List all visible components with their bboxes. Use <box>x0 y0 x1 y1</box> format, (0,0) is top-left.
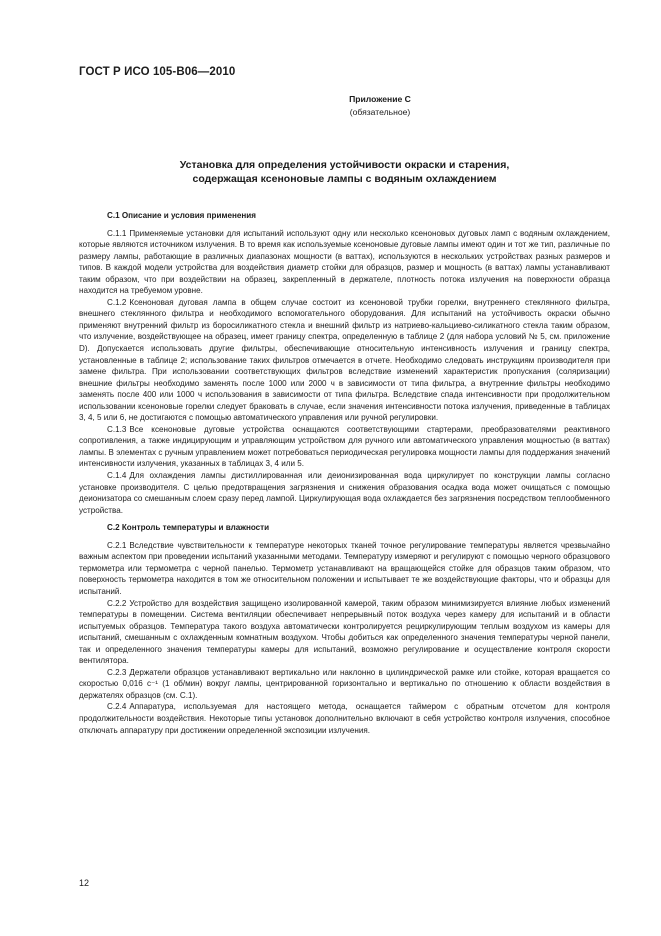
paragraph-c1-3 <box>79 424 610 470</box>
paragraph-c2-3 <box>79 667 610 702</box>
document-code: ГОСТ Р ИСО 105-В06—2010 <box>79 66 236 78</box>
appendix-status: (обязательное) <box>349 107 411 117</box>
paragraph-text: Для охлаждения лампы дистиллированная или деионизированная вода циркулирует по конструкции лампы согласно установке производителя. С целью предотвращения загрязнения и снижения образования осадка вода может очищаться с помощью деионизатора со смешанным слоем сразу перед лампой. Циркулирующая вода охлаждается без загрязнения посредством теплообменного устройства. <box>79 471 610 515</box>
section-c2-heading: С.2 Контроль температуры и влажности <box>107 523 270 533</box>
page-number: 12 <box>79 878 90 888</box>
paragraph-number: С.1.1 <box>107 228 127 238</box>
appendix-label <box>300 93 460 119</box>
paragraph-number: С.2.4 <box>107 702 127 712</box>
paragraph-c2-2 <box>79 598 610 667</box>
paragraph-number: С.2.2 <box>107 598 127 608</box>
section-c1-heading: С.1 Описание и условия применения <box>107 211 256 220</box>
paragraph-c1-4 <box>79 470 610 516</box>
paragraph-text: Все ксеноновые дуговые устройства оснащаются соответствующими стартерами, преобразователями реактивного сопротивления, а также индицирующим и управляющим устройством для ручного или автоматического управления мощностью (в ваттах) лампы. В элементах с ручным управлением может потребоваться периодическая регулировка мощности лампы для поддержания значений интенсивности излучения, указанных в таблицах 3, 4 или 5. <box>79 424 610 469</box>
paragraph-text: Держатели образцов устанавливают вертикально или наклонно в цилиндрической рамке или стойке, которая вращается со скоростью 0,016 с⁻¹ (1 об/мин) вокруг лампы, центрированной горизонтально и вертикально по отношению к области воздействия в держателях образцов (см. С.1). <box>79 667 610 700</box>
paragraph-text: Ксеноновая дуговая лампа в общем случае состоит из ксеноновой трубки горелки, внутреннего стеклянного фильтра, внешнего стеклянного фильтра и необходимого вспомогательного оборудования. Для испытаний на устойчивость окраски обычно применяют внутренний фильтр из боросиликатного стекла и внешний фильтр из натриево-кальциево-силикатного стекла таким образом, что излучение, воздействующее на образец, имеет границу спектра, определенную в таблице 2 (для набора условий № 5, см. приложение D). Допускается использовать другие фильтры, обеспечивающие относительную интенсивность излучения и границу спектра, установленные в таблице 2; использование таких фильтров отмечается в отчете. Необходимо следовать инструкциям производителя при замене фильтра. При использовании соответствующих фильтров вследствие изменений характеристик пропускания (соляризации) внешние фильтры необходимо заменять после 1000 или 2000 ч в зависимости от типа фильтра, а внутренние фильтры необходимо заменять после 400 или 1000 ч использования в зависимости от типа фильтра. Вследствие спада интенсивности при продолжительном использовании ксеноновые горелки следует браковать в случае, если значения интенсивности потока излучения, приведенные в таблицах 3, 4, 5 или 6, не достигаются с помощью автоматического управления или ручной регулировки. <box>79 297 610 423</box>
document-body <box>79 210 610 736</box>
appendix-name: Приложение С <box>349 94 411 104</box>
paragraph-number: С.2.1 <box>107 540 127 550</box>
paragraph-c2-4 <box>79 701 610 736</box>
paragraph-number: С.1.4 <box>107 471 127 481</box>
paragraph-c1-2 <box>79 297 610 424</box>
title-line-1: Установка для определения устойчивости окраски и старения, <box>179 159 510 171</box>
paragraph-number: С.2.3 <box>107 667 127 677</box>
paragraph-c1-1 <box>79 228 610 297</box>
paragraph-c2-1 <box>79 540 610 598</box>
paragraph-text: Аппаратура, используемая для настоящего метода, оснащается таймером с обратным отсчетом для контроля продолжительности воздействия. Некоторые типы установок дополнительно включают в себя устройство контроля излучения, способное отключать аппаратуру при достижении определенной экспозиции излучения. <box>79 702 610 735</box>
paragraph-text: Применяемые установки для испытаний используют одну или несколько ксеноновых дуговых ламп с водяным охлаждением, которые являются источником излучения. В то время как используемые ксеноновые дуговые лампы имеют один и тот же тип, различные по размеру лампы, работающие в различных диапазонах мощности (в ваттах), используются в нескольких устройствах разных размеров и типов. В каждой модели устройства для воздействия диаметр стойки для образцов, размер и мощность (в ваттах) лампы устанавливают таким образом, что при воздействии на образец, закрепленный в держателе, плотность потока излучения на поверхности образца находится на требуемом уровне. <box>79 228 610 296</box>
appendix-title <box>79 158 610 186</box>
paragraph-text: Устройство для воздействия защищено изолированной камерой, таким образом минимизируется влияние любых изменений температуры в помещении. Система вентиляции обеспечивает непрерывный поток воздуха через камеру для испытаний и в области испытуемых образцов. Температура такого воздуха автоматически контролируется рециркулирующим теплым воздухом из камеры для испытаний, смешанным с охлажденным комнатным воздухом. Чтобы добиться как определенного значения температуры черной панели, так и определенного значения температуры камеры для испытаний, возможно регулирование и осуществление контроля скорости вентилятора. <box>79 598 610 666</box>
paragraph-text: Вследствие чувствительности к температуре некоторых тканей точное регулирование температуры является чрезвычайно важным аспектом при проведении испытаний указанными методами. Температуру измеряют и регулируют с помощью черного образцового термометра или термометра с черной панелью. Термометр устанавливают на вращающейся стойке для образцов таким образом, что поверхность термометра находится в том же относительном положении и испытывает те же воздействующие факторы, что и образцы для испытаний. <box>79 540 610 596</box>
title-line-2: содержащая ксеноновые лампы с водяным охлаждением <box>192 173 497 185</box>
paragraph-number: С.1.2 <box>107 297 127 307</box>
paragraph-number: С.1.3 <box>107 424 127 434</box>
